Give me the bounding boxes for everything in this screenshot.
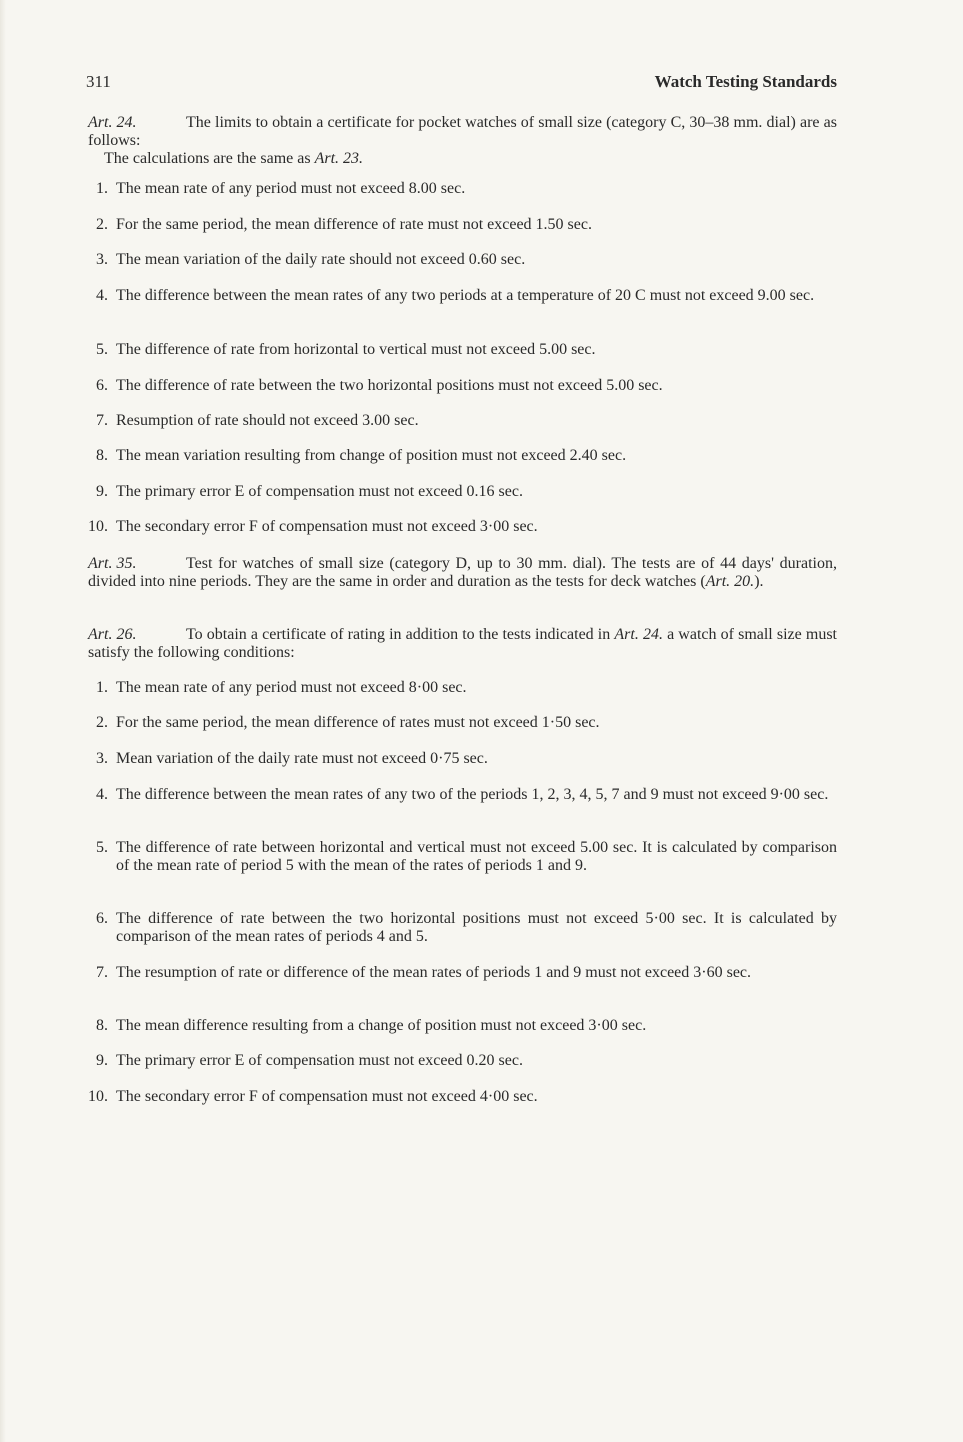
item-number: 7. <box>96 964 108 981</box>
item-number: 2. <box>96 714 108 731</box>
art-24-text: The limits to obtain a certificate for pocket watches of small size (category C, 30–38 mm. dial) are as follows: <box>88 114 837 149</box>
item-number: 10. <box>88 518 108 535</box>
item-text: The mean variation resulting from change of position must not exceed 2.40 sec. <box>116 447 627 464</box>
item-text: Resumption of rate should not exceed 3.00 sec. <box>116 412 419 429</box>
item-text: The difference between the mean rates of any two periods at a temperature of 20 C must not exceed 9.00 sec. <box>116 287 815 304</box>
item-text: The secondary error F of compensation must not exceed 3·00 sec. <box>116 518 538 535</box>
item-number: 4. <box>96 287 108 304</box>
item-number: 1. <box>96 180 108 197</box>
art-24-paragraph <box>88 114 837 150</box>
page-number: 311 <box>86 72 111 91</box>
running-head: Watch Testing Standards <box>654 72 837 91</box>
item-text: The difference of rate between the two horizontal positions must not exceed 5·00 sec. It is calculated by comparison of the mean rates of periods 4 and 5. <box>116 910 837 945</box>
item-number: 2. <box>96 216 108 233</box>
item-text: The mean rate of any period must not exceed 8.00 sec. <box>116 180 466 197</box>
calc-note-prefix: The calculations are the same as <box>104 150 315 167</box>
art-26-ref: Art. 24. <box>614 626 663 643</box>
item-text: Mean variation of the daily rate must not exceed 0·75 sec. <box>116 750 488 767</box>
art-26-text-end: a watch of small size must satisfy the following conditions: <box>88 626 837 661</box>
art-35-ref: Art. 20. <box>705 573 755 590</box>
item-number: 1. <box>96 679 108 696</box>
art-35-text-end: ). <box>754 573 764 590</box>
item-text: The secondary error F of compensation must not exceed 4·00 sec. <box>116 1088 538 1105</box>
item-text: The mean rate of any period must not exceed 8·00 sec. <box>116 679 467 696</box>
item-number: 6. <box>96 377 108 394</box>
item-number: 3. <box>96 251 108 268</box>
art-26-label: Art. 26. <box>88 626 137 643</box>
item-text: The difference of rate between the two horizontal positions must not exceed 5.00 sec. <box>116 377 663 394</box>
item-text: The mean variation of the daily rate should not exceed 0.60 sec. <box>116 251 526 268</box>
item-text: For the same period, the mean difference of rates must not exceed 1·50 sec. <box>116 714 600 731</box>
item-text: The resumption of rate or difference of the mean rates of periods 1 and 9 must not exceed 3·60 sec. <box>116 964 752 981</box>
item-text: The primary error E of compensation must not exceed 0.20 sec. <box>116 1052 523 1069</box>
art-35-text: Test for watches of small size (category D, up to 30 mm. dial). The tests are of 44 days' duration, divided into nine periods. They are the same in order and duration as the tests for deck watches ( <box>88 555 837 590</box>
art-35-label: Art. 35. <box>88 555 137 572</box>
page-edge-shadow <box>0 0 6 1442</box>
item-number: 5. <box>96 839 108 856</box>
item-number: 5. <box>96 341 108 358</box>
item-text: The difference of rate between horizontal and vertical must not exceed 5.00 sec. It is calculated by comparison of the mean rate of period 5 with the mean of the rates of periods 1 and 9. <box>116 839 837 874</box>
art-26-paragraph <box>88 626 837 662</box>
item-text: The difference between the mean rates of any two of the periods 1, 2, 3, 4, 5, 7 and 9 must not exceed 9·00 sec. <box>116 786 829 803</box>
item-number: 4. <box>96 786 108 803</box>
item-text: The primary error E of compensation must not exceed 0.16 sec. <box>116 483 523 500</box>
item-text: For the same period, the mean difference of rate must not exceed 1.50 sec. <box>116 216 592 233</box>
calc-note-ref: Art. 23. <box>314 150 364 167</box>
item-number: 9. <box>96 1052 108 1069</box>
item-number: 9. <box>96 483 108 500</box>
item-text: The mean difference resulting from a change of position must not exceed 3·00 sec. <box>116 1017 647 1034</box>
item-number: 7. <box>96 412 108 429</box>
art-24-calc-note <box>104 150 363 168</box>
item-number: 10. <box>88 1088 108 1105</box>
art-26-text: To obtain a certificate of rating in addition to the tests indicated in <box>186 626 615 643</box>
item-text: The difference of rate from horizontal to vertical must not exceed 5.00 sec. <box>116 341 596 358</box>
art-24-label: Art. 24. <box>88 114 137 131</box>
item-number: 6. <box>96 910 108 927</box>
page-header <box>86 72 837 96</box>
art-35-paragraph <box>88 555 837 591</box>
item-number: 3. <box>96 750 108 767</box>
item-number: 8. <box>96 447 108 464</box>
item-number: 8. <box>96 1017 108 1034</box>
